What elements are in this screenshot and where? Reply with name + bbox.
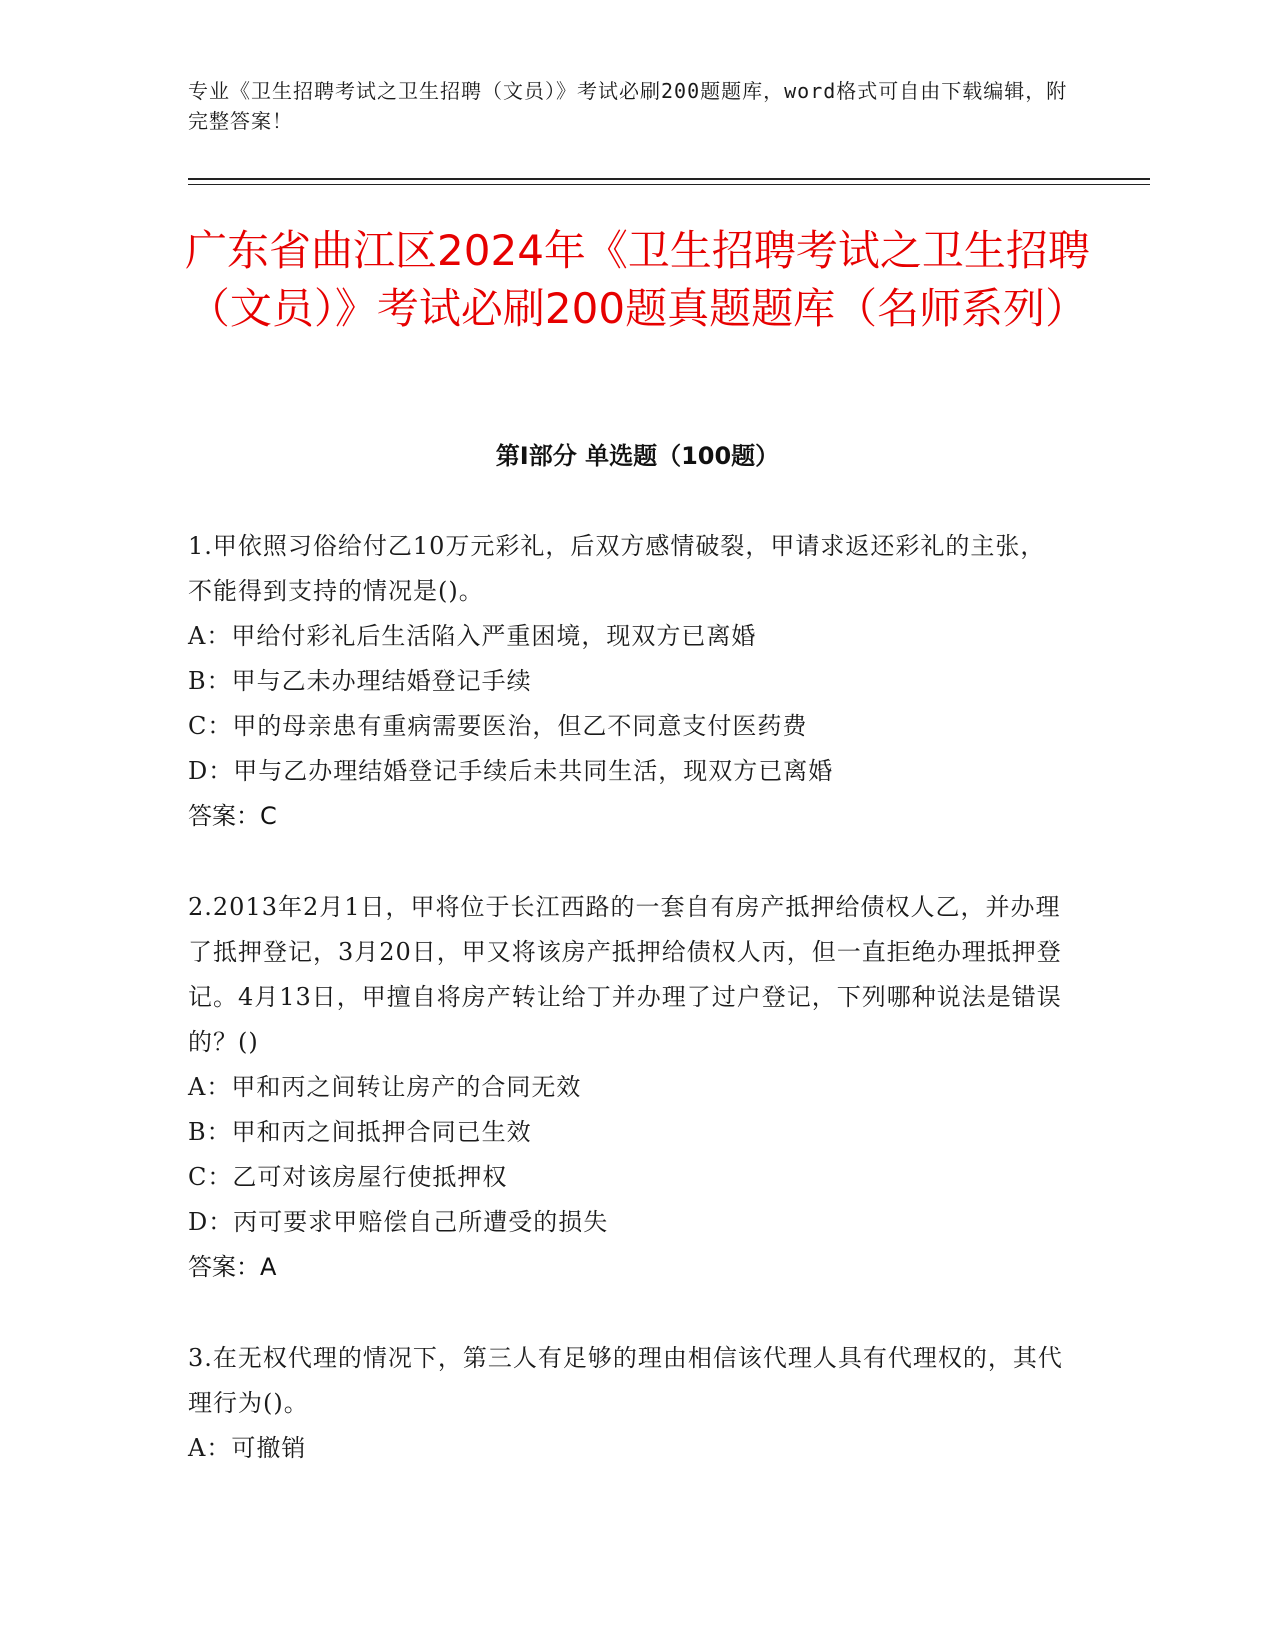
answer: 答案：C bbox=[188, 802, 277, 830]
option-b: B：甲与乙未办理结婚登记手续 bbox=[188, 667, 532, 695]
option-c: C：甲的母亲患有重病需要医治，但乙不同意支付医药费 bbox=[188, 712, 808, 740]
question-2 bbox=[188, 885, 1068, 1290]
header-note: 专业《卫生招聘考试之卫生招聘（文员）》考试必刷200题题库，word格式可自由下载编辑，附完整答案！ bbox=[188, 79, 1068, 133]
question-3 bbox=[188, 1336, 1068, 1471]
question-list bbox=[188, 524, 1068, 1517]
document-title: 广东省曲江区2024年《卫生招聘考试之卫生招聘（文员）》考试必刷200题真题题库（名师系列） bbox=[185, 226, 1090, 333]
option-b: B：甲和丙之间抵押合同已生效 bbox=[188, 1118, 532, 1146]
question-stem: 2.2013年2月1日，甲将位于长江西路的一套自有房产抵押给债权人乙，并办理了抵押登记，3月20日，甲又将该房产抵押给债权人丙，但一直拒绝办理抵押登记。4月13日，甲擅自将房产转让给丁并办理了过户登记，下列哪种说法是错误的？() bbox=[188, 893, 1062, 1056]
option-c: C：乙可对该房屋行使抵押权 bbox=[188, 1163, 508, 1191]
option-a: A：甲给付彩礼后生活陷入严重困境，现双方已离婚 bbox=[188, 622, 757, 650]
question-1 bbox=[188, 524, 1068, 839]
section-heading: 第Ⅰ部分 单选题（100题） bbox=[495, 442, 780, 470]
option-d: D：丙可要求甲赔偿自己所遭受的损失 bbox=[188, 1208, 609, 1236]
option-a: A：可撤销 bbox=[188, 1434, 307, 1462]
answer: 答案：A bbox=[188, 1253, 277, 1281]
option-a: A：甲和丙之间转让房产的合同无效 bbox=[188, 1073, 582, 1101]
header-divider-thick bbox=[188, 178, 1150, 180]
header-divider-thin bbox=[188, 184, 1150, 185]
question-stem: 1.甲依照习俗给付乙10万元彩礼，后双方感情破裂，甲请求返还彩礼的主张，不能得到支持的情况是()。 bbox=[188, 532, 1046, 605]
question-stem: 3.在无权代理的情况下，第三人有足够的理由相信该代理人具有代理权的，其代理行为()。 bbox=[188, 1344, 1063, 1417]
option-d: D：甲与乙办理结婚登记手续后未共同生活，现双方已离婚 bbox=[188, 757, 834, 785]
